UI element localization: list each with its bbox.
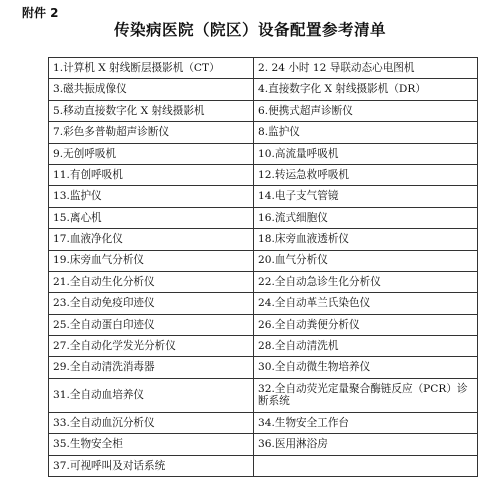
table-row — [49, 412, 478, 433]
table-row — [49, 100, 478, 121]
document-title: 传染病医院（院区）设备配置参考清单 — [113, 20, 386, 39]
table-row — [49, 229, 478, 250]
table-cell: 14.电子支气管镜 — [254, 186, 478, 207]
table-row — [49, 293, 478, 314]
table-row — [49, 79, 478, 100]
table-cell: 17.血液净化仪 — [49, 229, 254, 250]
table-row — [49, 58, 478, 79]
table-cell: 8.监护仪 — [254, 122, 478, 143]
table-cell: 21.全自动生化分析仪 — [49, 271, 254, 292]
table-cell: 28.全自动清洗机 — [254, 336, 478, 357]
table-cell: 4.直接数字化 X 射线摄影机（DR） — [254, 79, 478, 100]
table-row — [49, 122, 478, 143]
table-cell: 35.生物安全柜 — [49, 434, 254, 455]
table-cell: 10.高流量呼吸机 — [254, 143, 478, 164]
table-cell: 25.全自动蛋白印迹仪 — [49, 314, 254, 335]
table-cell: 5.移动直接数字化 X 射线摄影机 — [49, 100, 254, 121]
table-cell: 24.全自动革兰氏染色仪 — [254, 293, 478, 314]
table-cell: 19.床旁血气分析仪 — [49, 250, 254, 271]
table-cell: 1.计算机 X 射线断层摄影机（CT） — [49, 58, 254, 79]
table-cell: 37.可视呼叫及对话系统 — [49, 455, 254, 476]
table-row — [49, 186, 478, 207]
table-row — [49, 378, 478, 412]
table-row — [49, 164, 478, 185]
table-cell: 7.彩色多普勒超声诊断仪 — [49, 122, 254, 143]
table-cell: 11.有创呼吸机 — [49, 164, 254, 185]
table-row — [49, 336, 478, 357]
table-cell: 13.监护仪 — [49, 186, 254, 207]
table-row — [49, 314, 478, 335]
table-cell: 29.全自动清洗消毒器 — [49, 357, 254, 378]
table-row — [49, 357, 478, 378]
table-cell: 30.全自动微生物培养仪 — [254, 357, 478, 378]
table-cell: 32.全自动荧光定量聚合酶链反应（PCR）诊断系统 — [254, 378, 478, 412]
equipment-table — [48, 57, 478, 477]
table-cell: 27.全自动化学发光分析仪 — [49, 336, 254, 357]
table-cell: 20.血气分析仪 — [254, 250, 478, 271]
table-cell-empty — [254, 455, 478, 476]
table-row — [49, 207, 478, 228]
table-cell: 16.流式细胞仪 — [254, 207, 478, 228]
table-cell: 36.医用淋浴房 — [254, 434, 478, 455]
table-cell: 26.全自动粪便分析仪 — [254, 314, 478, 335]
table-cell: 22.全自动急诊生化分析仪 — [254, 271, 478, 292]
table-cell: 3.磁共振成像仪 — [49, 79, 254, 100]
table-row — [49, 143, 478, 164]
attachment-label: 附件 2 — [22, 6, 59, 20]
table-cell: 31.全自动血培养仪 — [49, 378, 254, 412]
table-cell: 2. 24 小时 12 导联动态心电图机 — [254, 58, 478, 79]
table-cell: 6.便携式超声诊断仪 — [254, 100, 478, 121]
table-row — [49, 434, 478, 455]
table-cell: 15.离心机 — [49, 207, 254, 228]
table-row — [49, 455, 478, 476]
table-row — [49, 271, 478, 292]
table-cell: 23.全自动免疫印迹仪 — [49, 293, 254, 314]
table-cell: 34.生物安全工作台 — [254, 412, 478, 433]
table-cell: 12.转运急救呼吸机 — [254, 164, 478, 185]
table-cell: 33.全自动血沉分析仪 — [49, 412, 254, 433]
table-cell: 18.床旁血液透析仪 — [254, 229, 478, 250]
table-cell: 9.无创呼吸机 — [49, 143, 254, 164]
table-row — [49, 250, 478, 271]
